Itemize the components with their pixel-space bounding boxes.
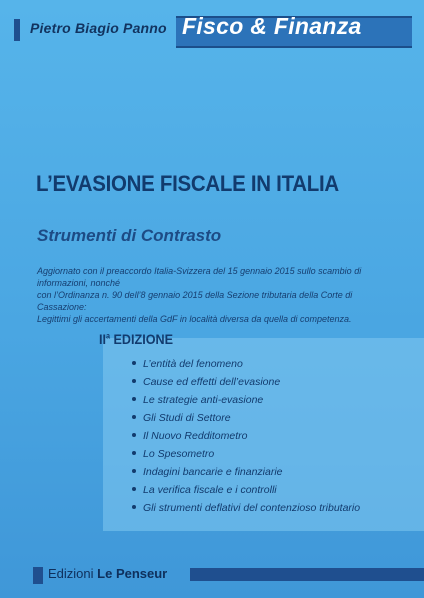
topic-label: Il Nuovo Redditometro [143,430,248,442]
publisher-prefix: Edizioni [48,566,94,581]
edition-label [99,331,173,347]
bullet-icon [132,451,136,455]
publisher-name [48,566,167,581]
bullet-icon [132,415,136,419]
description-line: con l’Ordinanza n. 90 dell’8 gennaio 2015 della Sezione tributaria della Corte di Cassazione: [37,290,353,312]
book-title: L’EVASIONE FISCALE IN ITALIA [36,171,339,196]
topic-label: Indagini bancarie e finanziarie [143,466,283,478]
topic-item [132,391,360,409]
topic-item [132,463,360,481]
top-left-stripe [14,19,20,41]
update-description [37,265,397,325]
topic-item [132,427,360,445]
topics-list [132,355,360,517]
description-line: Legittimi gli accertamenti della GdF in località diversa da quella di competenza. [37,314,352,324]
topic-label: Lo Spesometro [143,448,215,460]
bullet-icon [132,397,136,401]
publisher-line [190,568,424,581]
bullet-icon [132,379,136,383]
book-subtitle: Strumenti di Contrasto [37,226,222,245]
topic-item [132,499,360,517]
edition-word: EDIZIONE [113,331,174,347]
topic-item [132,445,360,463]
topic-label: L’entità del fenomeno [143,358,243,370]
topic-label: La verifica fiscale e i controlli [143,484,277,496]
topic-item [132,355,360,373]
publisher-stripe [33,567,43,584]
bullet-icon [132,469,136,473]
bullet-icon [132,433,136,437]
topic-label: Gli strumenti deflativi del contenzioso tributario [143,502,361,514]
topic-item [132,481,360,499]
bullet-icon [132,505,136,509]
edition-number: II [99,331,107,347]
topic-item [132,373,360,391]
author-name: Pietro Biagio Panno [30,20,167,36]
topic-label: Le strategie anti-evasione [143,394,264,406]
edition-ordinal: a [106,331,111,341]
bullet-icon [132,361,136,365]
topic-label: Cause ed effetti dell’evasione [143,376,281,388]
description-line: Aggiornato con il preaccordo Italia-Svizzera del 15 gennaio 2015 sullo scambio di informazioni, nonché [37,266,362,288]
topic-label: Gli Studi di Settore [143,412,231,424]
bullet-icon [132,487,136,491]
series-name: Fisco & Finanza [182,13,362,39]
topic-item [132,409,360,427]
publisher-brand: Le Penseur [97,566,168,581]
